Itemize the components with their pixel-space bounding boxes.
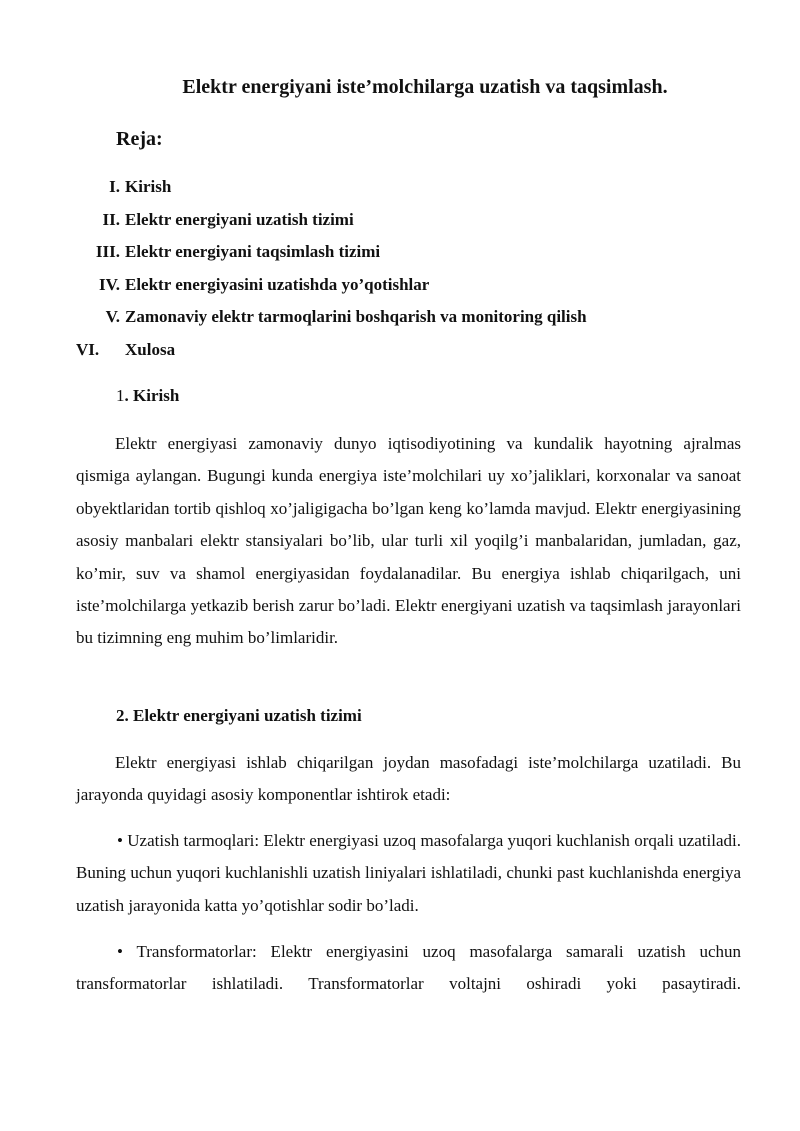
paragraph-introduction: Elektr energiyasi zamonaviy dunyo iqtisodiyotining va kundalik hayotning ajralmas qismiga aylangan. Bugungi kunda energiya iste’molchilari uy xo’jaliklari, korxonalar va sanoat obyektlaridan tortib qishloq xo’jaligigacha bo’lgan keng ko’lamda mavjud. Elektr energiyasining asosiy manbalari elektr stansiyalari bo’lib, ular turli xil yoqilg’i manbalaridan, jumladan, gaz, ko’mir, suv va shamol energiyasidan foydalanadilar. Bu energiya ishlab chiqarilgach, uni iste’molchilarga yetkazib berish zarur bo’ladi. Elektr energiyani uzatish va taqsimlash jarayonlari bu tizimning eng muhim bo’limlaridir.	[76, 434, 741, 648]
toc-item-number: II.	[102, 209, 120, 229]
toc-item-number: III.	[95, 242, 120, 262]
toc-item-number: IV.	[99, 274, 120, 294]
toc-item	[0, 340, 800, 373]
table-of-contents	[0, 177, 800, 373]
toc-item-text: Elektr energiyani taqsimlash tizimi	[125, 242, 381, 262]
toc-item-number: V.	[105, 307, 120, 327]
toc-item	[0, 177, 800, 210]
section-number: 1	[116, 386, 125, 405]
document-title: Elektr energiyani iste’molchilarga uzatish va taqsimlash.	[182, 76, 668, 98]
toc-item	[0, 210, 800, 243]
toc-item-number: VI.	[76, 339, 100, 359]
toc-item	[0, 242, 800, 275]
section-heading-introduction	[116, 386, 179, 406]
toc-item-text: Elektr energiyani uzatish tizimi	[125, 209, 354, 229]
toc-item-text: Xulosa	[125, 339, 176, 359]
plan-heading: Reja:	[116, 128, 163, 150]
toc-item-number: I.	[109, 177, 120, 196]
toc-item	[0, 307, 800, 340]
bullet-transmission-networks: • Uzatish tarmoqlari: Elektr energiyasi uzoq masofalarga yuqori kuchlanish orqali uzatiladi. Buning uchun yuqori kuchlanishli uzatish liniyalari ishlatiladi, chunki past kuchlanishda energiya uzatish jarayonida katta yo’qotishlar sodir bo’ladi.	[76, 831, 741, 915]
toc-item-text: Kirish	[125, 177, 172, 196]
bullet-transformers: • Transformatorlar: Elektr energiyasini uzoq masofalarga samarali uzatish uchun transformatorlar ishlatiladi. Transformatorlar voltajni oshiradi yoki pasaytiradi.	[76, 942, 741, 994]
toc-item-text: Elektr energiyasini uzatishda yo’qotishlar	[125, 274, 430, 294]
section-heading-transmission: 2. Elektr energiyani uzatish tizimi	[116, 706, 362, 725]
toc-item-text: Zamonaviy elektr tarmoqlarini boshqarish va monitoring qilish	[125, 307, 587, 327]
toc-item	[0, 275, 800, 308]
section-title: . Kirish	[124, 386, 180, 405]
paragraph-transmission-intro: Elektr energiyasi ishlab chiqarilgan joydan masofadagi iste’molchilarga uzatiladi. Bu jarayonda quyidagi asosiy komponentlar ishtirok etadi:	[76, 753, 741, 805]
